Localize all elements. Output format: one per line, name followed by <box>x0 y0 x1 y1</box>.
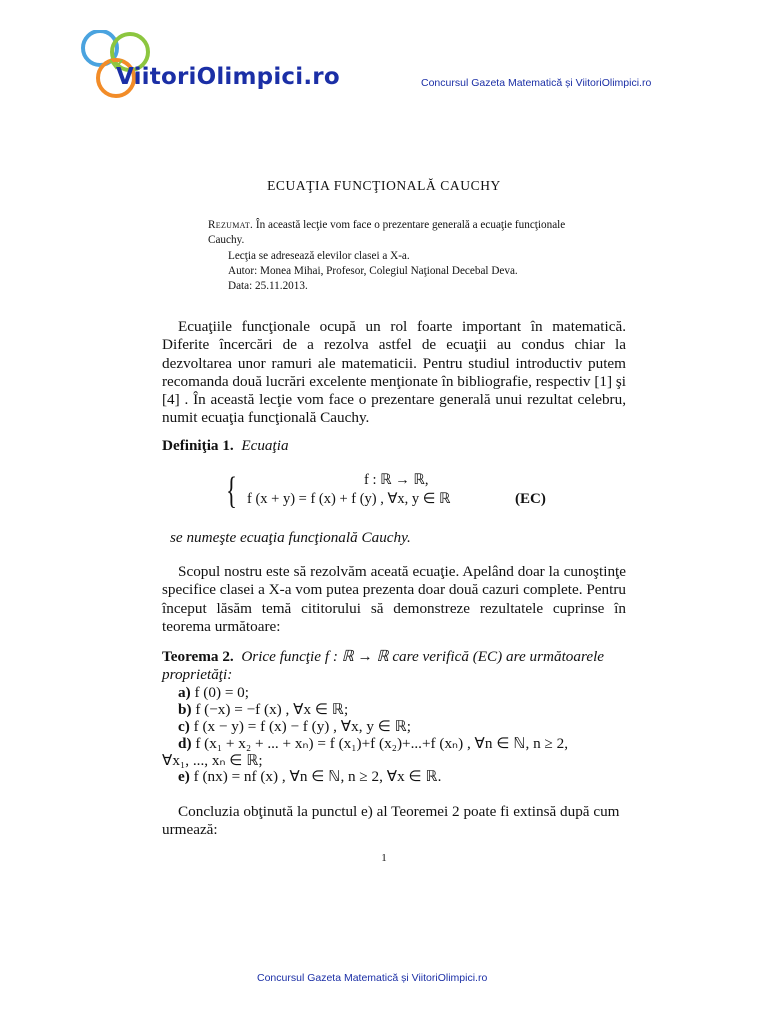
abstract-audience: Lecţia se adresează elevilor clasei a X-a. <box>228 249 410 262</box>
equation-line-1: f : ℝ → ℝ, <box>364 472 429 488</box>
definition-text: Ecuaţia <box>241 437 289 454</box>
definition <box>162 437 626 455</box>
theorem-item: b) f (−x) = −f (x) , ∀x ∈ ℝ; <box>178 701 349 718</box>
page-title: ECUAŢIA FUNCŢIONALĂ CAUCHY <box>267 178 501 193</box>
abstract-author: Autor: Monea Mihai, Profesor, Colegiul Naţional Decebal Deva. <box>228 264 518 277</box>
definition-after: se numeşte ecuaţia funcţională Cauchy. <box>170 529 411 546</box>
left-brace: { <box>226 470 237 512</box>
definition-head: Definiţia 1. <box>162 437 234 454</box>
equation-label: (EC) <box>515 491 546 507</box>
abstract-date: Data: 25.11.2013. <box>228 280 308 293</box>
logo-text: ViitoriOlimpici.ro <box>116 64 340 90</box>
footer-contest-text: Concursul Gazeta Matematică și ViitoriOlimpici.ro <box>257 972 488 984</box>
theorem-item: d) f (x₁ + x₂ + ... + xₙ) = f (x₁)+f (x₂)+...+f (xₙ) , ∀n ∈ ℕ, n ≥ 2, <box>178 735 569 752</box>
theorem-text: Orice funcţie f : ℝ → ℝ care verifică (EC) are următoarele <box>241 648 605 665</box>
theorem-text-cont: proprietăţi: <box>162 666 233 683</box>
abstract-text: În această lecţie vom face o prezentare generală a ecuaţie funcţionale Cauchy. <box>208 219 566 247</box>
theorem-item: c) f (x − y) = f (x) − f (y) , ∀x, y ∈ ℝ; <box>178 718 412 735</box>
theorem-item: a) f (0) = 0; <box>178 684 249 701</box>
abstract <box>208 218 588 294</box>
theorem-item: e) f (nx) = nf (x) , ∀n ∈ ℕ, n ≥ 2, ∀x ∈ ℝ. <box>178 768 442 785</box>
purpose-paragraph: Scopul nostru este să rezolvăm aceată ecuaţie. Apelând doar la cunoştinţe specifice clasei a X-a vom putea prezenta doar două cazuri complete. Pentru început lăsăm temă cititorului să demonstreze rezultatele cuprinse în teorema următoare: <box>162 563 626 635</box>
intro-paragraph: Ecuaţiile funcţionale ocupă un rol foarte important în matematică. Diferite încercări de a rezolva astfel de ecuaţii au condus chiar la dezvoltarea unor ramuri ale matematicii. Pentru studiul introductiv putem recomanda două lucrări excelente menţionate în bibliografie, respectiv [1] şi [4] . În această lecţie vom face o prezentare generală unui rezultat celebru, numit ecuaţia funcţională Cauchy. <box>162 318 626 427</box>
theorem-head: Teorema 2. <box>162 648 234 665</box>
conclusion-paragraph: Concluzia obţinută la punctul e) al Teoremei 2 poate fi extinsă după cum urmează: <box>162 803 620 839</box>
theorem-head-line <box>162 648 604 666</box>
equation-line-2: f (x + y) = f (x) + f (y) , ∀x, y ∈ ℝ <box>247 491 451 507</box>
header-contest-text: Concursul Gazeta Matematică și ViitoriOlimpici.ro <box>421 77 652 89</box>
page-number: 1 <box>381 852 387 864</box>
theorem-item-cont: ∀x₁, ..., xₙ ∈ ℝ; <box>162 752 263 769</box>
abstract-label: Rezumat. <box>208 219 254 231</box>
